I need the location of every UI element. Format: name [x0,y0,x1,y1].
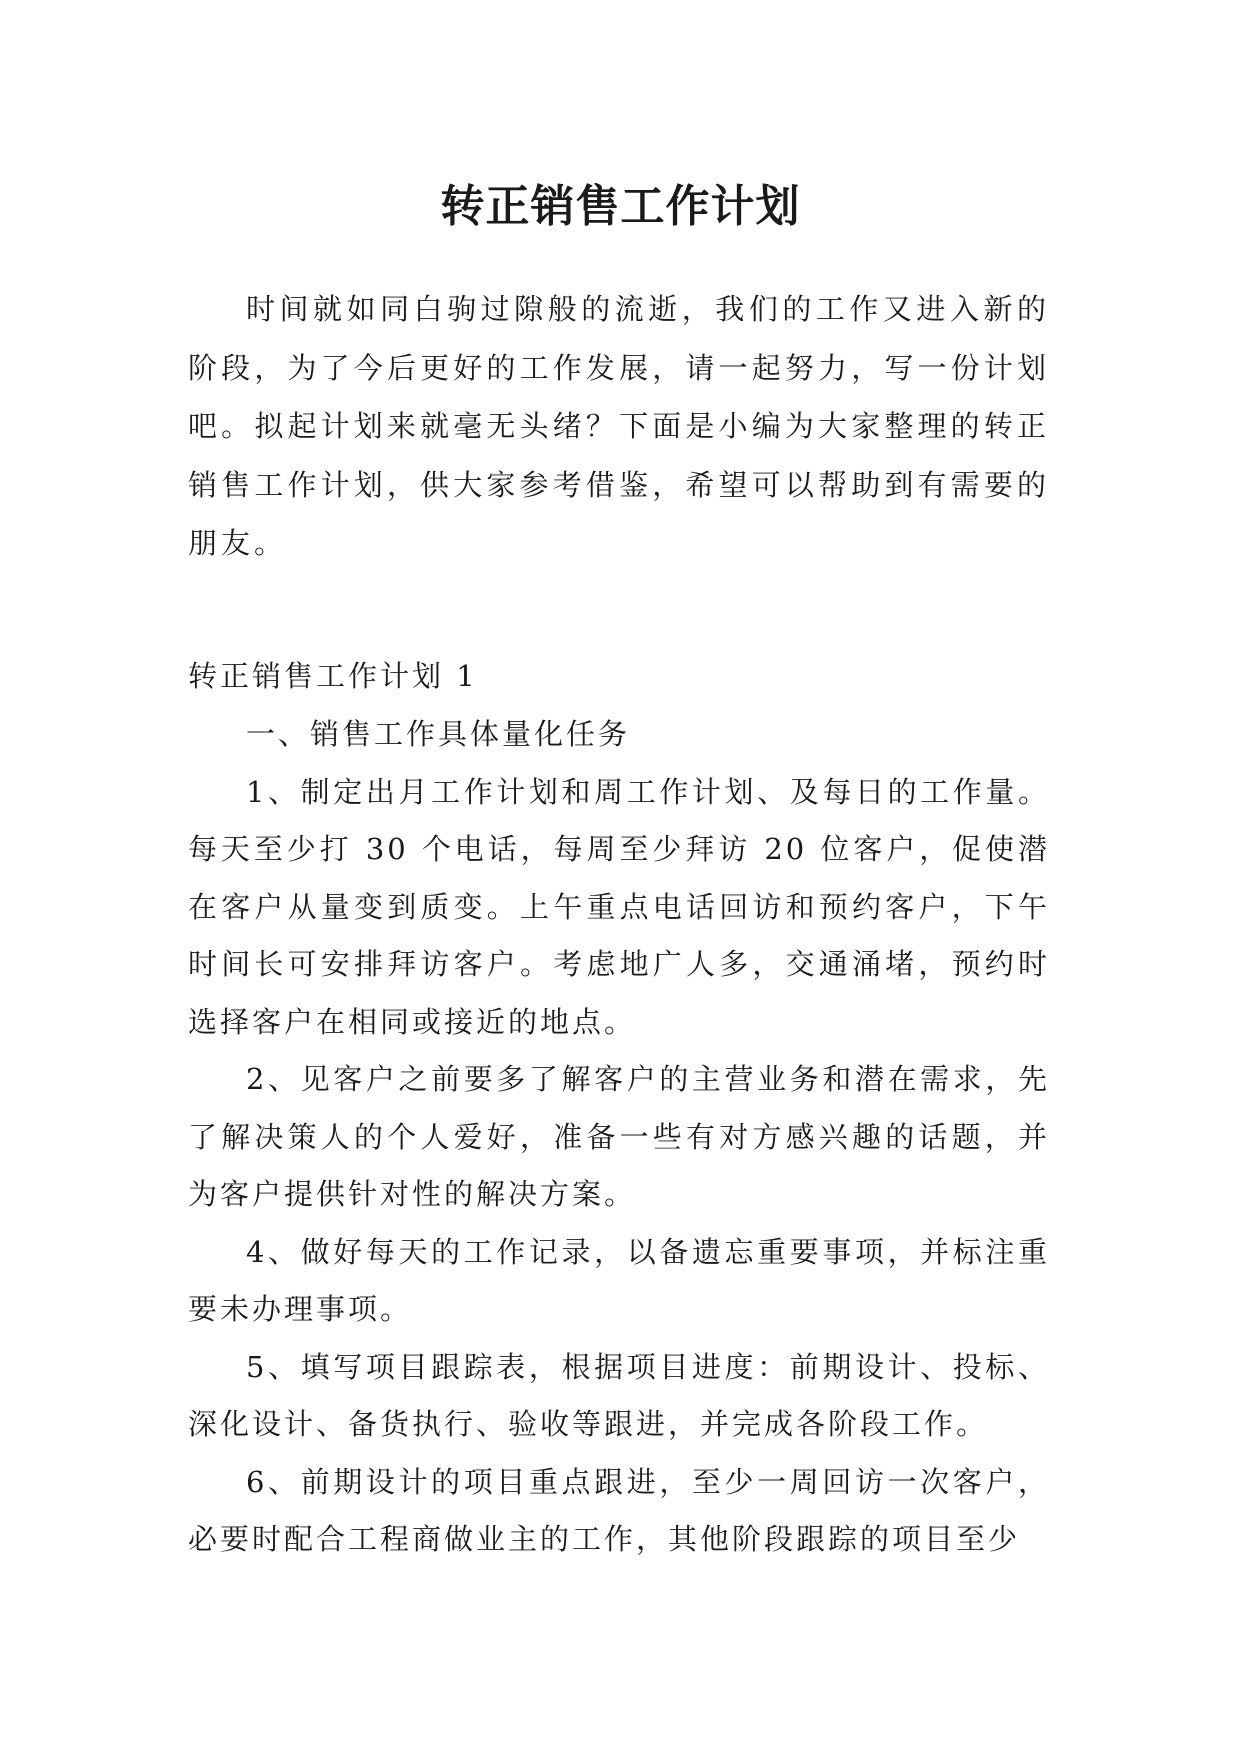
intro-paragraph: 时间就如同白驹过隙般的流逝，我们的工作又进入新的阶段，为了今后更好的工作发展，请一起努力，写一份计划吧。拟起计划来就毫无头绪？下面是小编为大家整理的转正销售工作计划，供大家参考借鉴，希望可以帮助到有需要的朋友。 [188,292,1050,560]
list-item: 2、见客户之前要多了解客户的主营业务和潜在需求，先了解决策人的个人爱好，准备一些有对方感兴趣的话题，并为客户提供针对性的解决方案。 [188,1062,1050,1211]
sub-heading: 一、销售工作具体量化任务 [246,717,631,751]
list-item: 1、制定出月工作计划和周工作计划、及每日的工作量。每天至少打 30 个电话，每周至少拜访 20 位客户，促使潜在客户从量变到质变。上午重点电话回访和预约客户，下午时间长可安排拜访客户。考虑地广人多，交通涌堵，预约时选择客户在相同或接近的地点。 [188,774,1050,1039]
document-title: 转正销售工作计划 [440,181,801,233]
list-item: 6、前期设计的项目重点跟进，至少一周回访一次客户，必要时配合工程商做业主的工作，其他阶段跟踪的项目至少 [188,1464,1050,1556]
list-item: 4、做好每天的工作记录，以备遗忘重要事项，并标注重要未办理事项。 [188,1234,1050,1326]
list-item: 5、填写项目跟踪表，根据项目进度：前期设计、投标、深化设计、备货执行、验收等跟进，并完成各阶段工作。 [188,1349,1050,1441]
section-heading: 转正销售工作计划 1 [188,658,478,693]
document-body [188,280,1050,1569]
